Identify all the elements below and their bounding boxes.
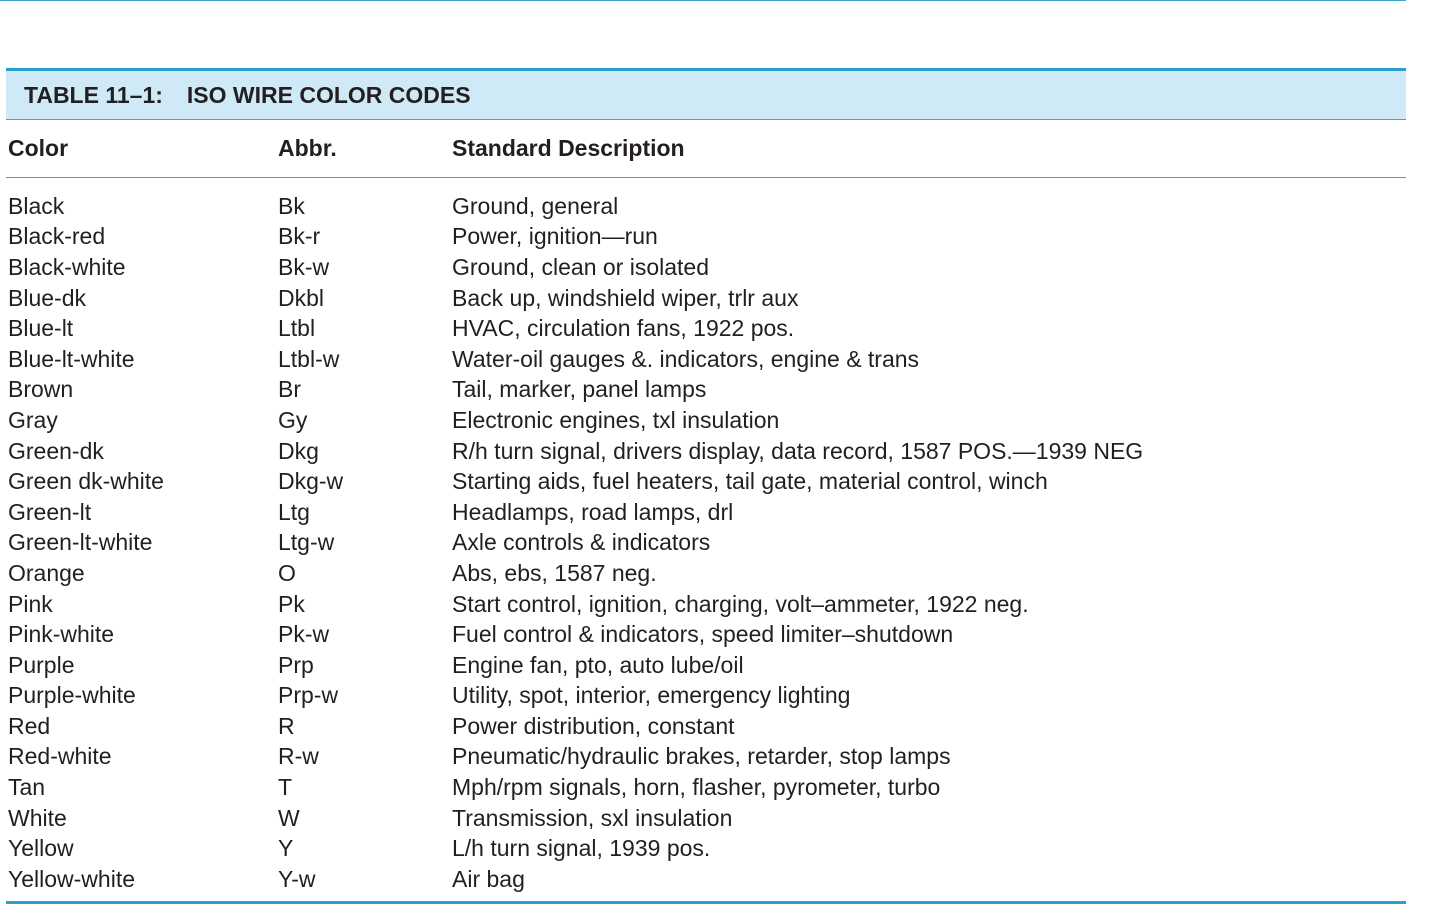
- table-row: [6, 650, 1406, 681]
- color-cell: Blue-lt-white: [8, 345, 135, 372]
- color-cell: Blue-dk: [8, 284, 86, 311]
- color-cell: Yellow: [8, 835, 74, 862]
- description-cell: Start control, ignition, charging, volt–ammeter, 1922 neg.: [452, 590, 1029, 617]
- table-row: [6, 589, 1406, 620]
- description-cell: Engine fan, pto, auto lube/oil: [452, 651, 744, 678]
- header-description: Standard Description: [452, 135, 685, 161]
- abbr-cell: W: [278, 804, 300, 831]
- table-title: ISO WIRE COLOR CODES: [186, 81, 471, 108]
- abbr-cell: Bk-w: [278, 253, 330, 280]
- color-cell: Orange: [8, 559, 85, 586]
- color-cell: Red-white: [8, 743, 112, 770]
- abbr-cell: Pk: [278, 590, 305, 617]
- description-cell: Tail, marker, panel lamps: [452, 376, 707, 403]
- abbr-cell: R: [278, 712, 295, 739]
- abbr-cell: Y: [278, 835, 294, 862]
- table-row: [6, 405, 1406, 436]
- table-row: [6, 528, 1406, 559]
- color-cell: Green dk-white: [8, 468, 164, 495]
- description-cell: Starting aids, fuel heaters, tail gate, material control, winch: [452, 468, 1048, 495]
- description-cell: Ground, clean or isolated: [452, 253, 709, 280]
- description-cell: Axle controls & indicators: [452, 529, 711, 556]
- description-cell: Mph/rpm signals, horn, flasher, pyrometer, turbo: [452, 774, 941, 801]
- table-row: [6, 313, 1406, 344]
- table-row: [6, 497, 1406, 528]
- color-cell: Brown: [8, 376, 74, 403]
- top-rule: [0, 0, 1406, 1]
- abbr-cell: Prp-w: [278, 682, 339, 709]
- description-cell: Headlamps, road lamps, drl: [452, 498, 734, 525]
- table-caption: [6, 68, 1406, 120]
- color-cell: Tan: [8, 774, 46, 801]
- description-cell: Air bag: [452, 865, 525, 892]
- color-cell: Black-red: [8, 223, 106, 250]
- table-row: [6, 436, 1406, 467]
- header-abbr: Abbr.: [278, 135, 337, 161]
- description-cell: Pneumatic/hydraulic brakes, retarder, stop lamps: [452, 743, 951, 770]
- table-body: [6, 178, 1406, 904]
- description-cell: Water-oil gauges &. indicators, engine & trans: [452, 345, 920, 372]
- abbr-cell: Y-w: [278, 865, 316, 892]
- abbr-cell: Ltg-w: [278, 529, 335, 556]
- table-row: [6, 742, 1406, 773]
- color-cell: Pink: [8, 590, 53, 617]
- table-row: [6, 864, 1406, 895]
- color-cell: Black: [8, 192, 65, 219]
- abbr-cell: Dkg: [278, 437, 319, 464]
- color-cell: Yellow-white: [8, 865, 135, 892]
- color-cell: Black-white: [8, 253, 126, 280]
- table-row: [6, 375, 1406, 406]
- description-cell: Ground, general: [452, 192, 619, 219]
- color-cell: Green-dk: [8, 437, 104, 464]
- table-row: [6, 681, 1406, 712]
- color-cell: Purple-white: [8, 682, 136, 709]
- description-cell: Abs, ebs, 1587 neg.: [452, 559, 657, 586]
- table-row: [6, 803, 1406, 834]
- color-cell: Red: [8, 712, 51, 739]
- abbr-cell: Ltbl: [278, 315, 316, 342]
- table-row: [6, 222, 1406, 253]
- description-cell: Fuel control & indicators, speed limiter–shutdown: [452, 621, 954, 648]
- abbr-cell: Bk-r: [278, 223, 321, 250]
- abbr-cell: Pk-w: [278, 621, 330, 648]
- table-row: [6, 711, 1406, 742]
- color-cell: Blue-lt: [8, 315, 74, 342]
- description-cell: L/h turn signal, 1939 pos.: [452, 835, 711, 862]
- abbr-cell: Ltg: [278, 498, 310, 525]
- abbr-cell: R-w: [278, 743, 319, 770]
- description-cell: HVAC, circulation fans, 1922 pos.: [452, 315, 795, 342]
- abbr-cell: Ltbl-w: [278, 345, 340, 372]
- color-cell: Gray: [8, 406, 58, 433]
- abbr-cell: Prp: [278, 651, 314, 678]
- table-row: [6, 833, 1406, 864]
- abbr-cell: Dkg-w: [278, 468, 344, 495]
- table-row: [6, 466, 1406, 497]
- description-cell: Power distribution, constant: [452, 712, 735, 739]
- description-cell: R/h turn signal, drivers display, data record, 1587 POS.—1939 NEG: [452, 437, 1144, 464]
- abbr-cell: Bk: [278, 192, 305, 219]
- header-color: Color: [8, 135, 69, 161]
- table-row: [6, 619, 1406, 650]
- wire-color-table: [6, 68, 1406, 904]
- table-header-row: [6, 120, 1406, 178]
- table-row: [6, 283, 1406, 314]
- color-cell: White: [8, 804, 67, 831]
- description-cell: Back up, windshield wiper, trlr aux: [452, 284, 799, 311]
- abbr-cell: Gy: [278, 406, 308, 433]
- description-cell: Transmission, sxl insulation: [452, 804, 733, 831]
- description-cell: Electronic engines, txl insulation: [452, 406, 780, 433]
- color-cell: Green-lt-white: [8, 529, 153, 556]
- table-row: [6, 191, 1406, 222]
- abbr-cell: T: [278, 774, 293, 801]
- color-cell: Green-lt: [8, 498, 92, 525]
- description-cell: Power, ignition—run: [452, 223, 658, 250]
- abbr-cell: Dkbl: [278, 284, 325, 311]
- color-cell: Pink-white: [8, 621, 115, 648]
- table-row: [6, 772, 1406, 803]
- table-row: [6, 252, 1406, 283]
- abbr-cell: O: [278, 559, 296, 586]
- table-row: [6, 558, 1406, 589]
- color-cell: Purple: [8, 651, 75, 678]
- description-cell: Utility, spot, interior, emergency lighting: [452, 682, 851, 709]
- table-row: [6, 344, 1406, 375]
- table-number: TABLE 11–1:: [24, 81, 163, 108]
- abbr-cell: Br: [278, 376, 301, 403]
